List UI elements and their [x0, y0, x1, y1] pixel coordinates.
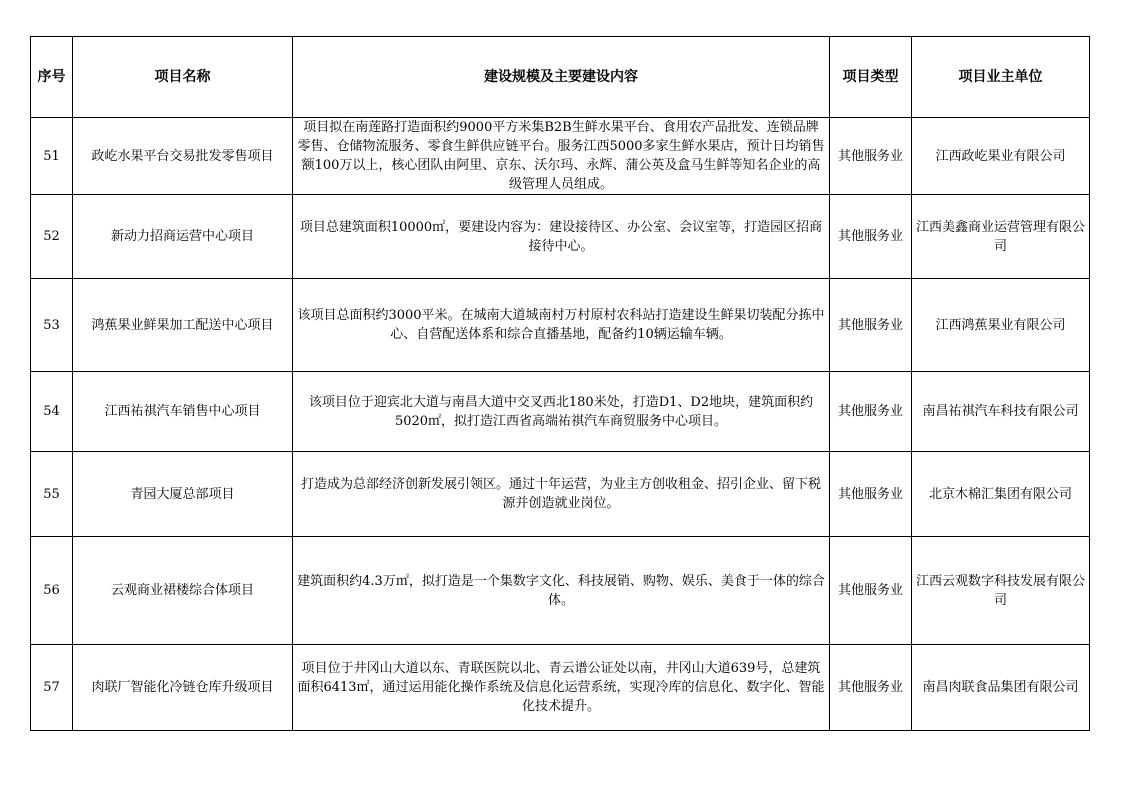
row-number: 53 [31, 279, 73, 372]
table-header-row [31, 37, 1090, 118]
project-owner: 江西鸿蕉果业有限公司 [912, 279, 1090, 372]
project-type: 其他服务业 [830, 645, 912, 731]
project-name: 云观商业裙楼综合体项目 [73, 537, 293, 645]
header-type: 项目类型 [830, 37, 912, 118]
project-content: 项目位于井冈山大道以东、青联医院以北、青云谱公证处以南，井冈山大道639号，总建筑面积6413㎡，通过运用能化操作系统及信息化运营系统，实现冷库的信息化、数字化、智能化技术提升。 [293, 645, 830, 731]
project-name: 青园大厦总部项目 [73, 452, 293, 537]
project-name: 肉联厂智能化冷链仓库升级项目 [73, 645, 293, 731]
project-content: 打造成为总部经济创新发展引领区。通过十年运营，为业主方创收租金、招引企业、留下税源并创造就业岗位。 [293, 452, 830, 537]
project-content: 项目拟在南莲路打造面积约9000平方米集B2B生鲜水果平台、食用农产品批发、连锁品牌零售、仓储物流服务、零食生鲜供应链平台。服务江西5000多家生鲜水果店，预计日均销售额100万以上，核心团队由阿里、京东、沃尔玛、永辉、蒲公英及盒马生鲜等知名企业的高级管理人员组成。 [293, 118, 830, 195]
project-content: 项目总建筑面积10000㎡，要建设内容为：建设接待区、办公室、会议室等，打造园区招商接待中心。 [293, 195, 830, 279]
row-number: 51 [31, 118, 73, 195]
project-owner: 江西美鑫商业运营管理有限公司 [912, 195, 1090, 279]
project-type: 其他服务业 [830, 372, 912, 452]
project-name: 政屹水果平台交易批发零售项目 [73, 118, 293, 195]
table-row [31, 372, 1090, 452]
table-row [31, 537, 1090, 645]
header-no: 序号 [31, 37, 73, 118]
project-table [30, 36, 1090, 731]
table-row [31, 279, 1090, 372]
table-row [31, 118, 1090, 195]
header-content: 建设规模及主要建设内容 [293, 37, 830, 118]
row-number: 54 [31, 372, 73, 452]
row-number: 52 [31, 195, 73, 279]
table-row [31, 195, 1090, 279]
project-name: 新动力招商运营中心项目 [73, 195, 293, 279]
header-name: 项目名称 [73, 37, 293, 118]
project-name: 鸿蕉果业鲜果加工配送中心项目 [73, 279, 293, 372]
project-type: 其他服务业 [830, 279, 912, 372]
project-name: 江西祐祺汽车销售中心项目 [73, 372, 293, 452]
project-owner: 南昌肉联食品集团有限公司 [912, 645, 1090, 731]
row-number: 56 [31, 537, 73, 645]
project-type: 其他服务业 [830, 195, 912, 279]
project-owner: 北京木棉汇集团有限公司 [912, 452, 1090, 537]
table-row [31, 645, 1090, 731]
row-number: 55 [31, 452, 73, 537]
project-content: 该项目总面积约3000平米。在城南大道城南村万村原村农科站打造建设生鲜果切装配分拣中心、自营配送体系和综合直播基地，配备约10辆运输车辆。 [293, 279, 830, 372]
project-type: 其他服务业 [830, 118, 912, 195]
project-owner: 南昌祐祺汽车科技有限公司 [912, 372, 1090, 452]
table-row [31, 452, 1090, 537]
row-number: 57 [31, 645, 73, 731]
project-content: 该项目位于迎宾北大道与南昌大道中交叉西北180米处，打造D1、D2地块，建筑面积约5020㎡，拟打造江西省高端祐祺汽车商贸服务中心项目。 [293, 372, 830, 452]
project-type: 其他服务业 [830, 452, 912, 537]
project-content: 建筑面积约4.3万㎡，拟打造是一个集数字文化、科技展销、购物、娱乐、美食于一体的综合体。 [293, 537, 830, 645]
project-owner: 江西政屹果业有限公司 [912, 118, 1090, 195]
header-owner: 项目业主单位 [912, 37, 1090, 118]
project-owner: 江西云观数字科技发展有限公司 [912, 537, 1090, 645]
project-type: 其他服务业 [830, 537, 912, 645]
